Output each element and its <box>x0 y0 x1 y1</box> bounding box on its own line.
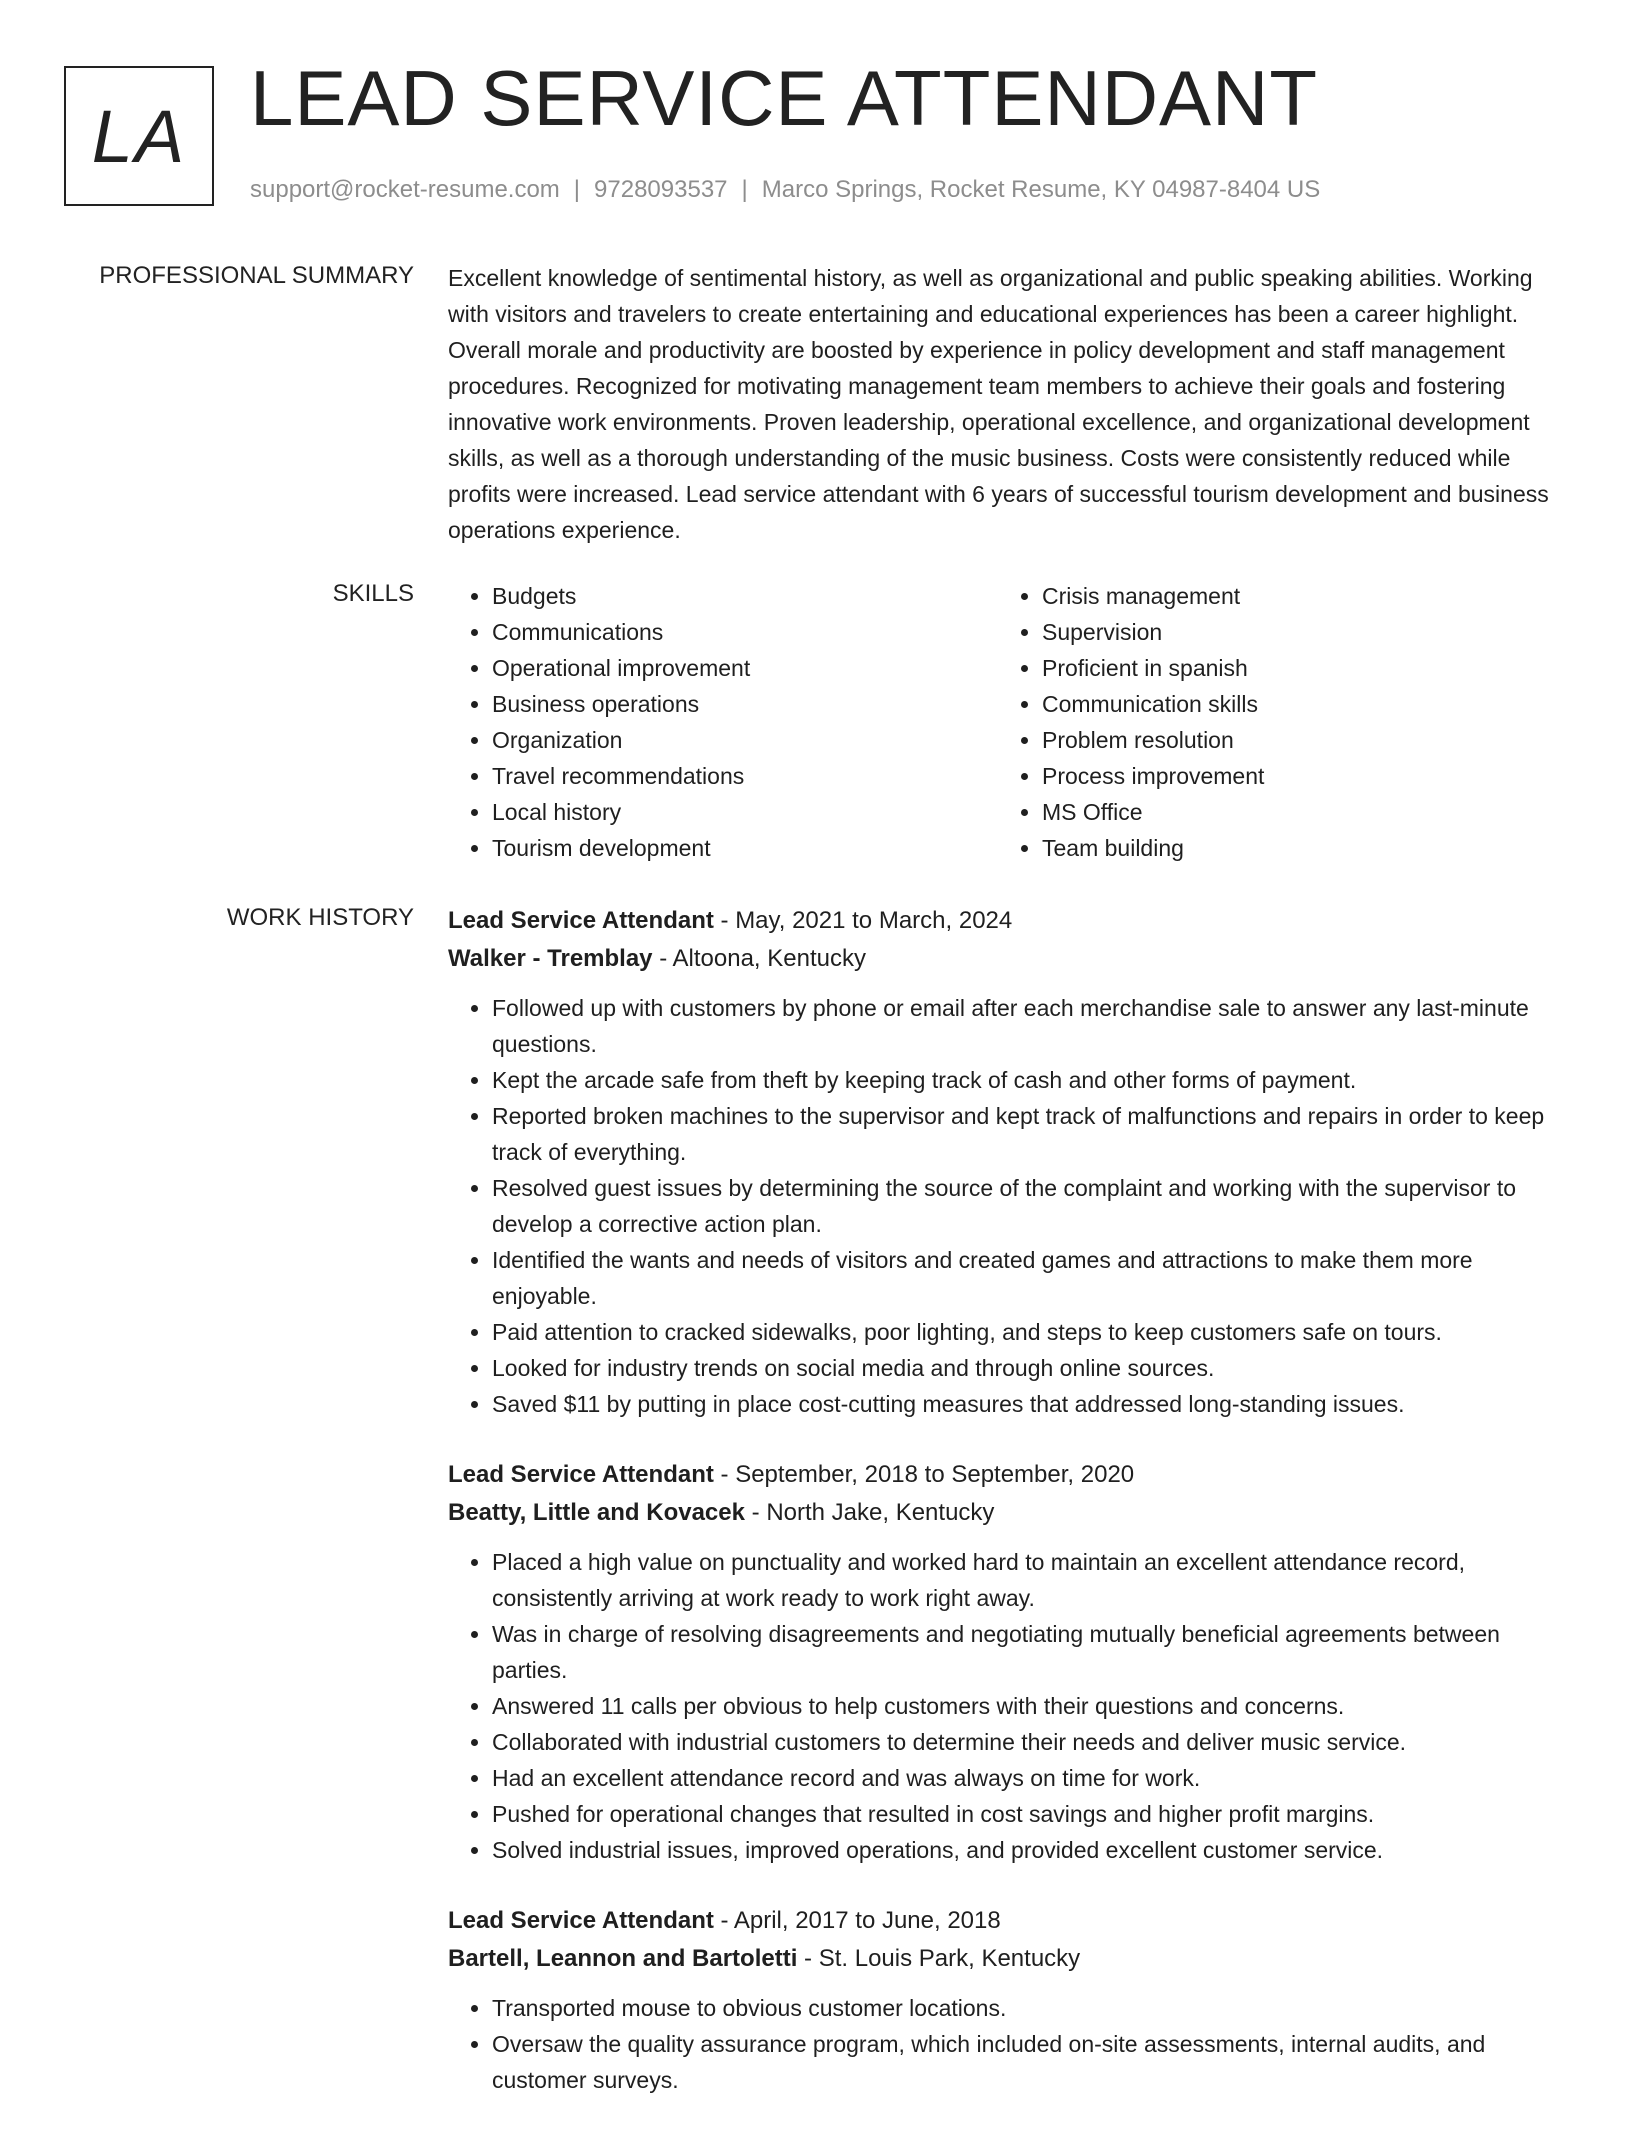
job-company-line <box>448 1940 1566 1978</box>
skill-item: • MS Office <box>1042 794 1548 830</box>
job-bullet: • Answered 11 calls per obvious to help customers with their questions and concerns. <box>492 1688 1566 1724</box>
skill-item: • Proficient in spanish <box>1042 650 1548 686</box>
job-company-line <box>448 940 1566 978</box>
skill-item: • Process improvement <box>1042 758 1548 794</box>
job-bullet: • Paid attention to cracked sidewalks, poor lighting, and steps to keep customers safe on tours. <box>492 1314 1566 1350</box>
job-dates: - May, 2021 to March, 2024 <box>713 907 1013 934</box>
job-dates: - September, 2018 to September, 2020 <box>713 1461 1135 1488</box>
job-bullet: • Transported mouse to obvious customer locations. <box>492 1990 1566 2026</box>
section-label-skills: SKILLS <box>332 580 414 607</box>
skill-item: • Travel recommendations <box>492 758 998 794</box>
company-name: Bartell, Leannon and Bartoletti <box>448 1945 798 1972</box>
monogram: LA <box>64 66 214 206</box>
section-label-work: WORK HISTORY <box>226 904 414 931</box>
job-bullets <box>448 1990 1566 2098</box>
job-bullet: • Had an excellent attendance record and was always on time for work. <box>492 1760 1566 1796</box>
contact-line <box>250 176 1320 204</box>
skill-item: • Communication skills <box>1042 686 1548 722</box>
job-dates: - April, 2017 to June, 2018 <box>713 1907 1001 1934</box>
skill-item: • Budgets <box>492 578 998 614</box>
candidate-name: LEAD SERVICE ATTENDANT <box>250 54 1319 142</box>
skills-list-right <box>998 578 1548 866</box>
job-entry <box>448 1902 1566 2098</box>
job-location: - North Jake, Kentucky <box>744 1499 995 1526</box>
company-name: Beatty, Little and Kovacek <box>448 1499 745 1526</box>
summary-text: Excellent knowledge of sentimental history, as well as organizational and public speaking abilities. Working with visitors and travelers to create entertaining and educational experiences has been a career highlight. Overall morale and productivity are boosted by experience in policy development and staff management procedures. Recognized for motivating management team members to achieve their goals and fostering innovative work environments. Proven leadership, operational excellence, and organizational development skills, as well as a thorough understanding of the music business. Costs were consistently reduced while profits were increased. Lead service attendant with 6 years of successful tourism development and business operations experience. <box>448 265 1549 543</box>
skill-item: • Problem resolution <box>1042 722 1548 758</box>
skill-item: • Business operations <box>492 686 998 722</box>
job-location: - Altoona, Kentucky <box>652 945 866 972</box>
job-bullet: • Kept the arcade safe from theft by keeping track of cash and other forms of payment. <box>492 1062 1566 1098</box>
job-entry <box>448 902 1566 1422</box>
skill-item: • Local history <box>492 794 998 830</box>
job-bullets <box>448 990 1566 1422</box>
job-bullet: • Looked for industry trends on social media and through online sources. <box>492 1350 1566 1386</box>
job-bullet: • Saved $11 by putting in place cost-cutting measures that addressed long-standing issues. <box>492 1386 1566 1422</box>
job-bullets <box>448 1544 1566 1868</box>
job-bullet: • Was in charge of resolving disagreements and negotiating mutually beneficial agreements between parties. <box>492 1616 1566 1688</box>
phone[interactable]: 9728093537 <box>594 176 728 203</box>
job-bullet: • Followed up with customers by phone or email after each merchandise sale to answer any last-minute questions. <box>492 990 1566 1062</box>
job-bullet: • Identified the wants and needs of visitors and created games and attractions to make them more enjoyable. <box>492 1242 1566 1314</box>
skill-item: • Organization <box>492 722 998 758</box>
job-title: Lead Service Attendant <box>448 1907 714 1934</box>
job-bullet: • Collaborated with industrial customers to determine their needs and deliver music service. <box>492 1724 1566 1760</box>
job-bullet: • Placed a high value on punctuality and worked hard to maintain an excellent attendance record, consistently arriving at work ready to work right away. <box>492 1544 1566 1616</box>
job-bullet: • Resolved guest issues by determining the source of the complaint and working with the supervisor to develop a corrective action plan. <box>492 1170 1566 1242</box>
company-name: Walker - Tremblay <box>448 945 653 972</box>
summary-body <box>448 260 1566 548</box>
skills-list-left <box>448 578 998 866</box>
email[interactable]: support@rocket-resume.com <box>250 176 560 203</box>
skill-item: • Operational improvement <box>492 650 998 686</box>
job-bullet: • Reported broken machines to the supervisor and kept track of malfunctions and repairs in order to keep track of everything. <box>492 1098 1566 1170</box>
job-company-line <box>448 1494 1566 1532</box>
work-body <box>448 902 1566 2132</box>
job-title-line <box>448 1456 1566 1494</box>
job-title-line <box>448 1902 1566 1940</box>
separator: | <box>741 176 748 203</box>
job-bullet: • Pushed for operational changes that resulted in cost savings and higher profit margins. <box>492 1796 1566 1832</box>
job-title: Lead Service Attendant <box>448 907 714 934</box>
skill-item: • Communications <box>492 614 998 650</box>
address: Marco Springs, Rocket Resume, KY 04987-8404 US <box>761 176 1321 203</box>
job-title: Lead Service Attendant <box>448 1461 714 1488</box>
job-bullet: • Solved industrial issues, improved operations, and provided excellent customer service. <box>492 1832 1566 1868</box>
section-label-summary: PROFESSIONAL SUMMARY <box>99 262 414 289</box>
skill-item: • Crisis management <box>1042 578 1548 614</box>
separator: | <box>573 176 581 203</box>
job-entry <box>448 1456 1566 1868</box>
job-location: - St. Louis Park, Kentucky <box>797 1945 1081 1972</box>
skill-item: • Team building <box>1042 830 1548 866</box>
job-title-line <box>448 902 1566 940</box>
skills-body <box>448 578 1566 866</box>
job-bullet: • Oversaw the quality assurance program, which included on-site assessments, internal audits, and customer surveys. <box>492 2026 1566 2098</box>
skill-item: • Supervision <box>1042 614 1548 650</box>
skill-item: • Tourism development <box>492 830 998 866</box>
